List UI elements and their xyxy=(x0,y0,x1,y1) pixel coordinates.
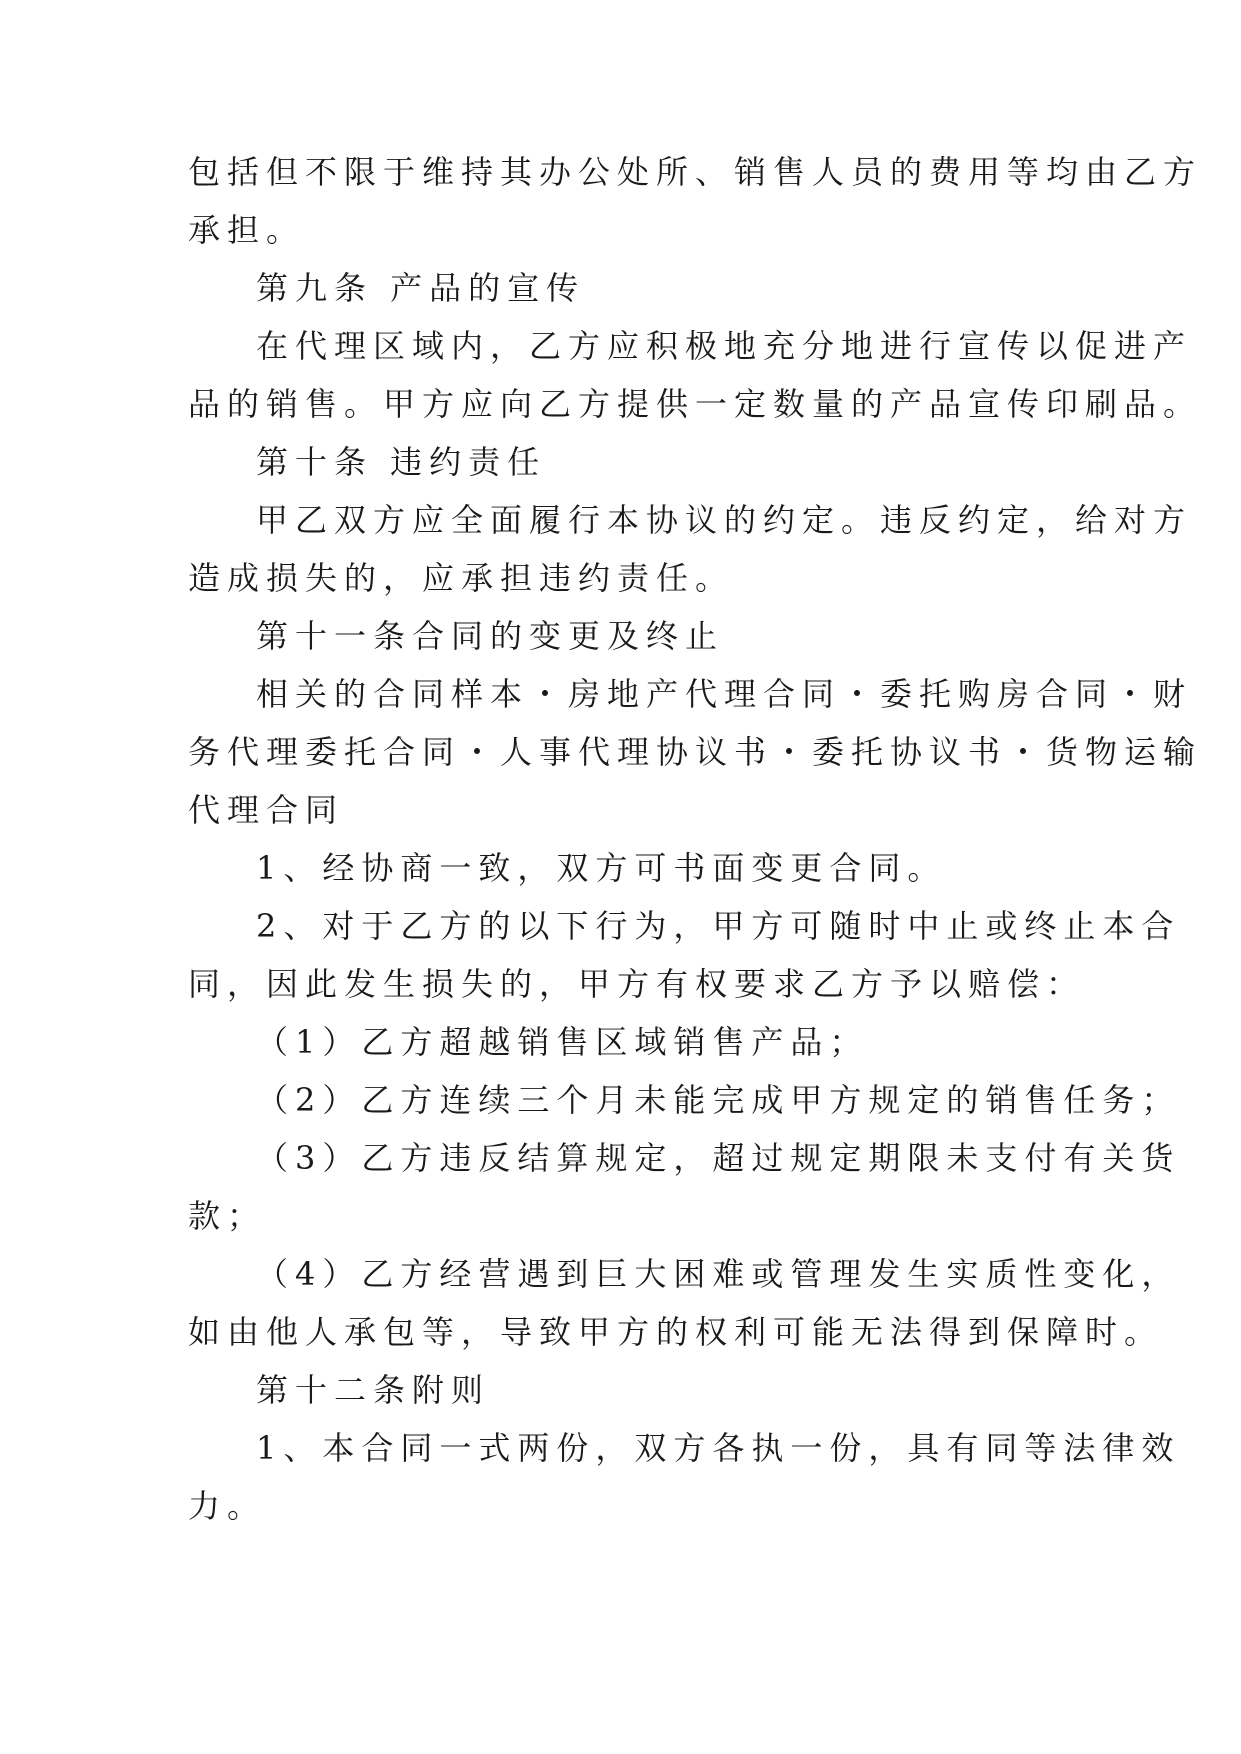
text-line: 造成损失的，应承担违约责任。 xyxy=(188,559,735,597)
section-heading: 第十条 违约责任 xyxy=(256,443,547,481)
section-heading: 第十一条合同的变更及终止 xyxy=(256,617,725,655)
section-heading: 第九条 产品的宣传 xyxy=(256,269,586,307)
text-line: 同，因此发生损失的，甲方有权要求乙方予以赔偿： xyxy=(188,965,1086,1003)
list-item: （4）乙方经营遇到巨大困难或管理发生实质性变化， xyxy=(256,1255,1181,1293)
list-item: 1、经协商一致，双方可书面变更合同。 xyxy=(256,849,947,887)
text-line: 力。 xyxy=(188,1487,267,1525)
text-line: 相关的合同样本・房地产代理合同・委托购房合同・财 xyxy=(256,675,1193,713)
text-line: 包括但不限于维持其办公处所、销售人员的费用等均由乙方 xyxy=(188,153,1203,191)
list-item: （1）乙方超越销售区域销售产品； xyxy=(256,1023,869,1061)
text-line: 款； xyxy=(188,1197,267,1235)
list-item: （3）乙方违反结算规定，超过规定期限未支付有关货 xyxy=(256,1139,1181,1177)
text-line: 如由他人承包等，导致甲方的权利可能无法得到保障时。 xyxy=(188,1313,1164,1351)
text-line: 品的销售。甲方应向乙方提供一定数量的产品宣传印刷品。 xyxy=(188,385,1203,423)
list-item: （2）乙方连续三个月未能完成甲方规定的销售任务； xyxy=(256,1081,1181,1119)
text-line: 务代理委托合同・人事代理协议书・委托协议书・货物运输 xyxy=(188,733,1203,771)
list-item: 2、对于乙方的以下行为，甲方可随时中止或终止本合 xyxy=(256,907,1181,945)
section-heading: 第十二条附则 xyxy=(256,1371,491,1409)
list-item: 1、本合同一式两份，双方各执一份，具有同等法律效 xyxy=(256,1429,1181,1467)
text-line: 甲乙双方应全面履行本协议的约定。违反约定，给对方 xyxy=(256,501,1193,539)
text-line: 在代理区域内，乙方应积极地充分地进行宣传以促进产 xyxy=(256,327,1193,365)
text-line: 承担。 xyxy=(188,211,306,249)
text-line: 代理合同 xyxy=(188,791,345,829)
